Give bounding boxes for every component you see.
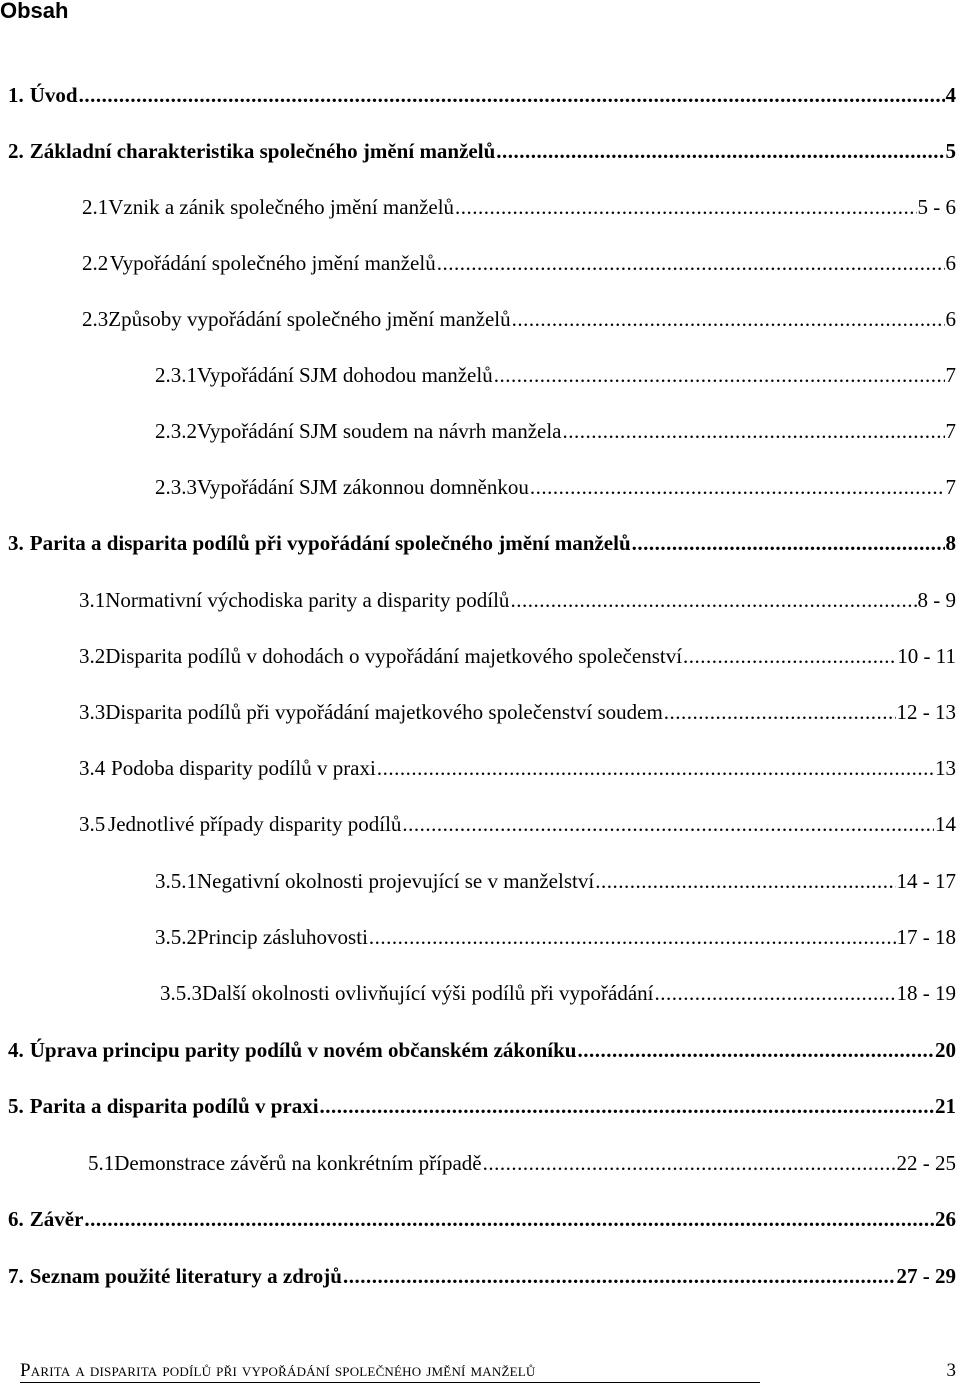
toc-entry-5[interactable]	[8, 1092, 956, 1120]
toc-heading: Obsah	[0, 0, 69, 23]
toc-entry-5-1[interactable]	[88, 1149, 956, 1177]
toc-entry-3-4[interactable]	[79, 754, 956, 782]
toc-entry-3-1[interactable]	[79, 586, 956, 614]
toc-title: Disparita podílů při vypořádání majetkového společenství soudem	[105, 700, 663, 724]
toc-title: Podoba disparity podílů v praxi	[111, 756, 376, 780]
dot-leader	[654, 979, 895, 1007]
toc-entry-3-5[interactable]	[79, 810, 956, 838]
toc-number: 2.3.1	[155, 363, 197, 387]
dot-leader	[377, 754, 934, 782]
dot-leader	[632, 529, 945, 557]
toc-title: Parita a disparita podílů v praxi	[29, 1094, 319, 1118]
toc-title: Vypořádání společného jmění manželů	[109, 251, 436, 275]
toc-entry-1[interactable]	[8, 81, 956, 109]
toc-page: 12 - 13	[896, 700, 956, 724]
toc-page: 4	[945, 83, 956, 107]
toc-page: 6	[945, 251, 956, 275]
toc-entry-3-5-3[interactable]	[160, 979, 956, 1007]
toc-number: 5.	[8, 1094, 24, 1118]
dot-leader	[530, 473, 945, 501]
dot-leader	[320, 1092, 934, 1120]
toc-title: Vypořádání SJM zákonnou domněnkou	[197, 475, 529, 499]
toc-entry-2-3-3[interactable]	[155, 473, 956, 501]
toc-title: Negativní okolnosti projevující se v manželství	[197, 869, 595, 893]
dot-leader	[577, 1036, 934, 1064]
toc-entry-2[interactable]	[8, 137, 956, 165]
toc-page: 8 - 9	[917, 588, 956, 612]
toc-title: Seznam použité literatury a zdrojů	[29, 1264, 342, 1288]
toc-title: Disparita podílů v dohodách o vypořádání majetkového společenství	[105, 644, 683, 668]
toc-page: 21	[935, 1094, 956, 1118]
dot-leader	[563, 417, 945, 445]
toc-number: 2.3	[82, 307, 109, 331]
toc-number: 3.	[8, 531, 24, 555]
toc-page: 10 - 11	[897, 644, 956, 668]
dot-leader	[79, 81, 945, 109]
toc-number: 3.2	[79, 644, 106, 668]
toc-page: 7	[945, 419, 956, 443]
toc-number: 2.	[8, 139, 24, 163]
toc-title: Způsoby vypořádání společného jmění manželů	[108, 307, 511, 331]
dot-leader	[369, 923, 896, 951]
toc-entry-3-3[interactable]	[79, 698, 956, 726]
toc-number: 4.	[8, 1038, 24, 1062]
toc-entry-2-2[interactable]	[82, 249, 956, 277]
dot-leader	[510, 586, 916, 614]
toc-page: 27 - 29	[896, 1264, 956, 1288]
dot-leader	[494, 361, 945, 389]
dot-leader	[664, 698, 896, 726]
toc-entry-6[interactable]	[8, 1205, 956, 1233]
toc-page: 14	[935, 812, 956, 836]
toc-title: Normativní východiska parity a disparity podílů	[105, 588, 510, 612]
toc-number: 3.3	[79, 700, 106, 724]
toc-number: 2.3.3	[155, 475, 197, 499]
toc-title: Vypořádání SJM dohodou manželů	[197, 363, 493, 387]
toc-page: 8	[945, 531, 956, 555]
toc-number: 3.4	[79, 756, 106, 780]
toc-entry-7[interactable]	[8, 1262, 956, 1290]
dot-leader	[595, 867, 895, 895]
toc-entry-3-5-2[interactable]	[155, 923, 956, 951]
toc-entry-3-5-1[interactable]	[155, 867, 956, 895]
toc-number: 5.1	[88, 1151, 115, 1175]
dot-leader	[496, 137, 944, 165]
toc-entry-3[interactable]	[8, 529, 956, 557]
toc-number: 3.5.2	[155, 925, 197, 949]
toc-entry-2-1[interactable]	[82, 193, 956, 221]
toc-title: Vypořádání SJM soudem na návrh manžela	[197, 419, 562, 443]
footer-title: Parita a disparita podílů při vypořádání společného jmění manželů	[20, 1360, 536, 1381]
toc-page: 18 - 19	[896, 981, 956, 1005]
toc-number: 2.1	[82, 195, 109, 219]
toc-page: 14 - 17	[896, 869, 956, 893]
toc-page: 6	[945, 307, 956, 331]
toc-entry-2-3[interactable]	[82, 305, 956, 333]
toc-title: Parita a disparita podílů při vypořádání společného jmění manželů	[29, 531, 631, 555]
toc-page: 26	[935, 1207, 956, 1231]
dot-leader	[343, 1262, 896, 1290]
toc-entry-2-3-1[interactable]	[155, 361, 956, 389]
toc-number: 6.	[8, 1207, 24, 1231]
dot-leader	[455, 193, 916, 221]
page-number: 3	[946, 1360, 956, 1381]
dot-leader	[512, 305, 945, 333]
toc-number: 3.5.3	[160, 981, 202, 1005]
toc-page: 5	[945, 139, 956, 163]
toc-title: Závěr	[29, 1207, 84, 1231]
toc-title: Úvod	[29, 83, 78, 107]
toc-title: Demonstrace závěrů na konkrétním případě	[114, 1151, 482, 1175]
toc-page: 7	[945, 363, 956, 387]
toc-number: 3.5.1	[155, 869, 197, 893]
toc-number: 2.3.2	[155, 419, 197, 443]
page-footer	[20, 1358, 956, 1384]
toc-entry-4[interactable]	[8, 1036, 956, 1064]
dot-leader	[683, 642, 896, 670]
dot-leader	[437, 249, 945, 277]
toc-title: Základní charakteristika společného jmění manželů	[29, 139, 496, 163]
toc-title: Jednotlivé případy disparity podílů	[108, 812, 402, 836]
toc-page: 7	[945, 475, 956, 499]
dot-leader	[402, 810, 934, 838]
dot-leader	[84, 1205, 934, 1233]
toc-number: 3.5	[79, 812, 106, 836]
toc-page: 17 - 18	[896, 925, 956, 949]
toc-page: 13	[935, 756, 956, 780]
toc-title: Princip zásluhovosti	[197, 925, 368, 949]
toc-number: 2.2	[82, 251, 109, 275]
footer-rule	[20, 1382, 760, 1383]
toc-page: 22 - 25	[896, 1151, 956, 1175]
toc-entry-3-2[interactable]	[79, 642, 956, 670]
toc-number: 3.1	[79, 588, 106, 612]
dot-leader	[483, 1149, 896, 1177]
toc-entry-2-3-2[interactable]	[155, 417, 956, 445]
toc-title: Další okolnosti ovlivňující výši podílů při vypořádání	[202, 981, 654, 1005]
toc-number: 1.	[8, 83, 24, 107]
toc-page: 20	[935, 1038, 956, 1062]
toc-title: Vznik a zánik společného jmění manželů	[108, 195, 455, 219]
toc-title: Úprava principu parity podílů v novém občanském zákoníku	[29, 1038, 577, 1062]
toc-number: 7.	[8, 1264, 24, 1288]
toc-page: 5 - 6	[917, 195, 956, 219]
